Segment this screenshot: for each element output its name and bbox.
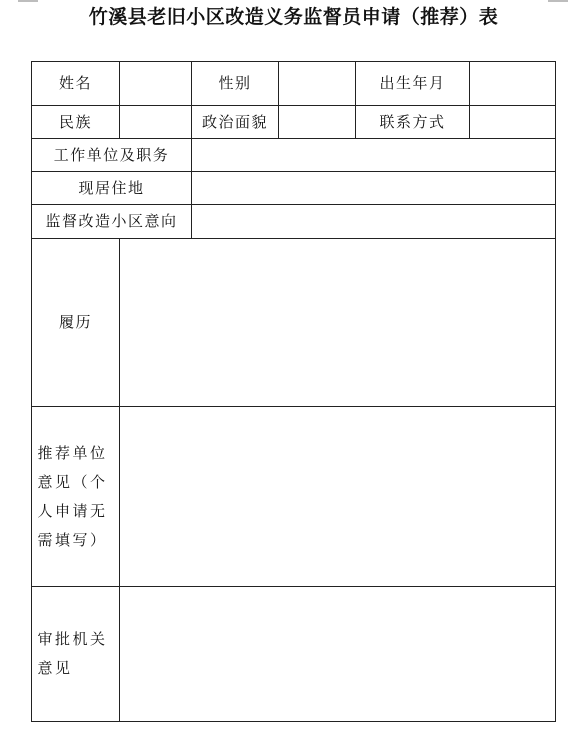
political-field[interactable] [279,106,356,139]
contact-field[interactable] [470,106,555,139]
name-label-text: 姓名 [58,74,92,92]
name-label [32,62,120,106]
contact-label-text: 联系方式 [379,112,446,131]
work-label [32,139,192,172]
name-field[interactable] [120,62,192,106]
ethnicity-label [32,106,120,139]
address-field[interactable] [192,172,555,205]
gender-label [192,62,279,106]
recommend-label-text: 推荐单位意见（个人申请无需填写） [37,443,108,549]
work-field[interactable] [192,139,555,172]
application-form [31,61,556,722]
resume-label [32,239,120,407]
birth-label-text: 出生年月 [379,74,446,92]
community-field[interactable] [192,205,555,239]
address-label-text: 现居住地 [78,178,145,197]
resume-label-text: 履历 [58,313,92,331]
address-label [32,172,192,205]
page-title: 竹溪县老旧小区改造义务监督员申请（推荐）表 [88,6,499,28]
gender-field[interactable] [279,62,356,106]
community-label-text: 监督改造小区意向 [45,212,178,230]
work-label-text: 工作单位及职务 [53,145,170,164]
recommend-field[interactable] [120,407,555,587]
ethnicity-label-text: 民族 [58,112,92,131]
political-label [192,106,279,139]
gender-label-text: 性别 [218,74,252,92]
approval-label [32,587,120,721]
contact-label [356,106,470,139]
birth-field[interactable] [470,62,555,106]
top-rule-right [548,0,568,2]
approval-field[interactable] [120,587,555,721]
approval-label-text: 审批机关意见 [37,630,108,677]
birth-label [356,62,470,106]
resume-field[interactable] [120,239,555,407]
top-rule-left [18,0,38,2]
ethnicity-field[interactable] [120,106,192,139]
recommend-label [32,407,120,587]
community-label [32,205,192,239]
political-label-text: 政治面貌 [201,112,268,131]
